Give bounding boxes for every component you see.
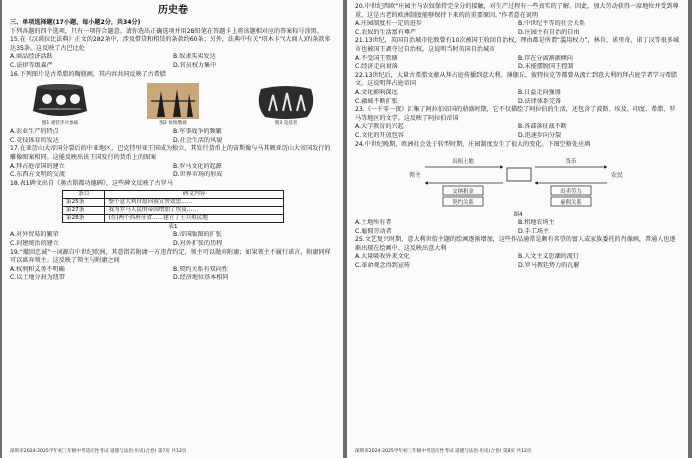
table-cell: 整个意大利自愿向我宣誓效忠……	[105, 199, 284, 207]
question-22-stem: 22.13世纪后，大量古希腊文献从拜占庭传播到意大利。薄伽丘、彼特拉克等都曾从流亡到意大利的拜占庭学者学习希腊文。这说明拜占庭帝国	[355, 71, 678, 88]
exam-page-right	[347, 0, 688, 458]
footer-text: 深圳市2024-2025学年初三年级中考适应性考试 道德与法治·历史(合卷) 第7页 共12页	[10, 449, 187, 454]
question-23-stem: 23.《一千零一夜》汇集了阿拉伯帝国的鼎盛时期，它不仅描绘了阿拉伯的生活，还包含了波斯、埃及、印度、希腊、罗马等地区的文学。这反映了阿拉伯帝国	[355, 106, 676, 122]
question-22-options	[355, 89, 681, 106]
money-label: 货币	[565, 159, 577, 166]
rent-land-label: 出租土地	[452, 159, 474, 166]
option-a: A.权利和义务不明确	[10, 265, 65, 273]
question-15-options	[10, 53, 336, 70]
option-b: B.奴隶买卖发达	[173, 53, 216, 61]
option-a: A.文化影响深远	[355, 88, 398, 96]
option-b: B.军事战争的频繁	[173, 128, 222, 136]
option-b: B.帝国版图的扩张	[173, 231, 222, 239]
option-d: D.官员权力集中	[173, 61, 217, 69]
option-c: C.竞技体育的发达	[10, 136, 59, 144]
table-cell: 第27条	[63, 207, 105, 215]
figure-1	[14, 81, 106, 127]
option-d: D.手工场主	[518, 227, 550, 235]
question-18-options	[10, 231, 336, 248]
option-a: A.庄园制度有一定的进步	[355, 20, 422, 28]
vase-figures	[14, 81, 332, 127]
question-17-options	[10, 163, 336, 180]
lord-label: 领主	[408, 172, 421, 180]
option-a: A.拜占庭帝国的建立	[10, 162, 65, 170]
table-cell: (在)两个西班牙省……建立了士兵殖民地	[105, 215, 284, 223]
table-cell: 第25条	[63, 199, 105, 207]
vase-painting-2-image	[143, 81, 203, 121]
question-24-options	[355, 219, 681, 236]
option-b: B.租地农场主	[518, 219, 555, 227]
option-d: D.未能摆脱国王控制	[518, 63, 574, 71]
question-20-stem: 20.中世纪西欧“庄园主与农奴保持完全分的接触，对生产过程有一些真实的了解。因此，加大劳动获得一席地位并受到尊重，这是古老的欧洲制度能够保持下来的的重要原因。”作者意在说明	[355, 3, 679, 19]
question-17-stem: 17.在亚历山大帝国分裂后的中亚地区，巴克特里亚王国成为独立，其发行货币上的宙斯像与马其顿亚历山大帝国发行的雕像图案相同。这能反映出该王国发行的货币上的图案	[10, 145, 331, 161]
option-d: D.社会生活的风貌	[173, 136, 223, 144]
question-21-stem: 21.13世纪，英国自治城市伦敦曾有10次被国王收回自治权，理由都是所谓“滥用权力”，林肯、诺里奇、诺丁汉等很多城市也被国王剥夺过自治权。这说明当时英国自治城市	[355, 37, 680, 53]
figure-1-caption: 图1 重装步兵参战	[41, 121, 79, 127]
figure-4-caption: 图4	[513, 212, 523, 219]
option-c: C.封建统治的建立	[10, 239, 59, 247]
page-footer	[10, 449, 336, 455]
option-c: C.雇佣劳动者	[355, 227, 392, 235]
figure-3-caption: 图3 竞技者	[274, 121, 298, 127]
vase-painting-1-image	[25, 81, 95, 121]
option-a: A.大学教育的兴起	[355, 123, 404, 131]
option-a: A.对外贸易的繁荣	[10, 231, 59, 239]
section-heading: 三、单项选择题(17小题，每小题2分，共34分)	[10, 19, 141, 26]
table-row	[63, 199, 284, 207]
option-d: D.罗马教廷势力的瓦解	[518, 262, 580, 270]
option-c: C.法律等级森严	[10, 61, 53, 69]
option-b: B.契约关系有双向性	[173, 265, 228, 273]
question-16-options	[10, 128, 336, 145]
vase-painting-3-image	[251, 81, 321, 121]
table-header-content: 碑文内容	[105, 191, 284, 199]
option-a: A.不受国王管辖	[355, 54, 398, 62]
option-a: A.大量吸收外来文化	[355, 253, 410, 261]
figure-3	[240, 81, 332, 127]
table-cell: 我为罗马人民的帝国增加了埃及……	[105, 207, 284, 215]
table-row	[63, 215, 284, 223]
question-19-stem: 19.“撤回忠诚”一词源自中世纪欧洲，其意指若附庸一方违背约定，领主可以抛弃附庸；如果领主不履行诺言，附庸同样可以离弃领主。这反映了领主与附庸之间	[10, 248, 331, 265]
question-21-options	[355, 55, 681, 72]
option-c: C.以土地分封为纽带	[10, 274, 65, 282]
inscription-table	[62, 190, 284, 223]
option-d: D.经济地位基本相同	[173, 274, 229, 282]
question-16-stem: 16.下列图片是古希腊的陶瓶画，其内容共同反映了古希腊	[10, 70, 166, 78]
option-a: A.土地所有者	[355, 219, 392, 227]
table-header-item: 条目	[63, 191, 105, 199]
question-15-stem: 15.在《汉谟拉比法典》正文的282条中，涉及借贷和租赁的条款约60条；另外，法典中有关“塔木卡”(大商人)的条款多达35条。这反映了古巴比伦	[10, 36, 331, 52]
footer-text: 深圳市2024-2025学年初三年级中考适应性考试 道德与法治·历史(合卷) 第8页 共12页	[355, 449, 532, 454]
option-b: B.各部落征战不断	[518, 123, 567, 131]
option-d: D.迅速步向分裂	[518, 131, 562, 139]
manor-relations-diagram	[355, 151, 681, 211]
question-19-options	[10, 266, 336, 283]
question-25-options	[355, 253, 681, 270]
option-c: C.疆域不断扩张	[355, 97, 398, 105]
option-d: D.庄园主有自治的自由	[518, 28, 580, 36]
diagram-arrows	[355, 151, 681, 211]
option-b: B.人文主义思潮的流行	[518, 253, 579, 261]
table-row	[63, 207, 284, 215]
table-caption: 表1	[168, 224, 178, 231]
option-c: C.文化的开放包容	[355, 131, 404, 139]
option-c: C.经济走向衰落	[355, 63, 398, 71]
sell-labor-box: 出卖劳力	[560, 189, 582, 196]
option-d: D.世界市场的形成	[173, 171, 223, 179]
option-c: C.革命观念得到宣传	[355, 262, 410, 270]
question-20-options	[355, 20, 681, 37]
question-24-stem: 24.中世纪晚期，欧洲社会处于转型时期，庄园制度发生了很大的变化。下图空格处应填	[355, 140, 591, 148]
option-d: D.法律体系完备	[518, 97, 562, 105]
blank-box	[507, 168, 531, 181]
page-footer	[355, 449, 681, 455]
option-c: C.农奴的生活富有尊严	[355, 28, 417, 36]
option-d: D.对外扩张的历程	[173, 239, 223, 247]
page-title: 历史卷	[158, 5, 188, 16]
pay-rent-box: 交纳租金	[452, 189, 474, 196]
option-a: A.商品经济活跃	[10, 53, 53, 61]
instructions: 下列各题的四个选项，只有一项符合题意。请你选出正确选项并用2B铅笔在答题卡上将该题相对应的答案标号涂黑。	[10, 27, 323, 35]
question-25-stem: 25.文艺复兴时期，意大利世俗主题的绘画逐渐增加，这些作品通常是颇有名望的富人或家族委托的肖像画，普通人也逐渐出现在绘画中。这反映出意大利	[355, 236, 676, 252]
exam-page-left	[2, 0, 343, 458]
question-18-stem: 18.表1碑文出自《奥古斯都功德碑》，这些碑文反映了古罗马	[10, 179, 173, 187]
contract-relation-box: 契约关系	[452, 200, 474, 207]
option-b: B.存在分离割据倾向	[518, 54, 573, 62]
option-b: B.罗马文化的起源	[173, 162, 222, 170]
figure-2	[127, 81, 219, 127]
peasant-label: 农民	[611, 172, 624, 180]
question-23-options	[355, 123, 681, 140]
table-cell: 第28条	[63, 215, 105, 223]
figure-2-caption: 图2 伙犊缴观	[159, 121, 187, 127]
option-b: B.日益走向强盛	[518, 88, 561, 96]
employment-relation-box: 雇佣关系	[560, 200, 582, 207]
option-a: A.农业生产的特点	[10, 128, 59, 136]
option-c: C.东西方文明的交流	[10, 171, 65, 179]
option-b: B.中世纪平等的社会关系	[518, 20, 586, 28]
